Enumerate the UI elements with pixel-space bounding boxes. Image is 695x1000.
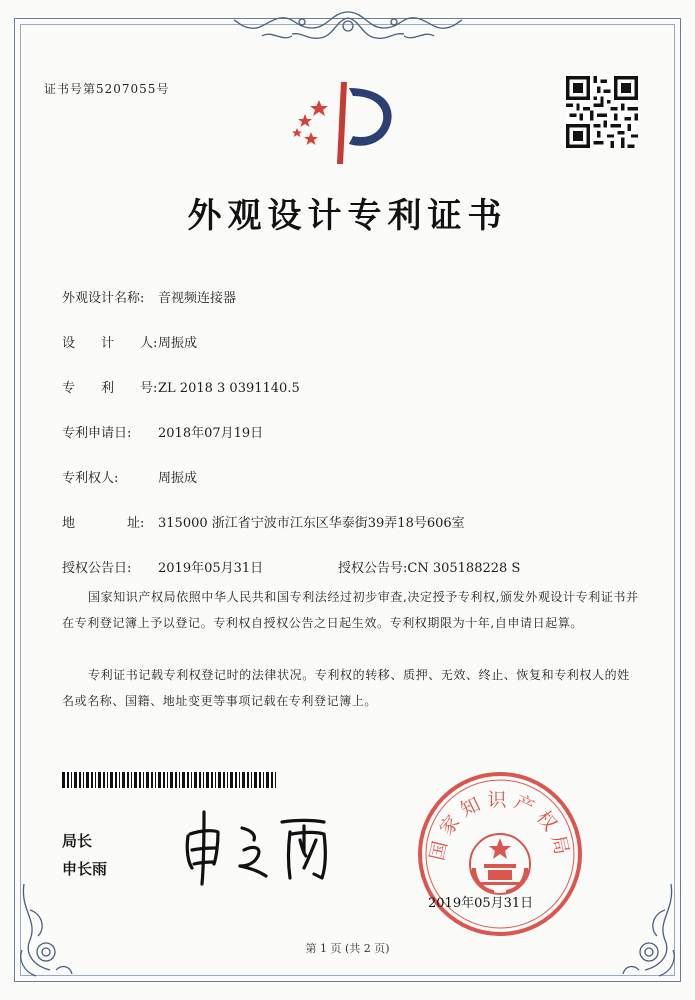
field-design-name <box>62 287 236 306</box>
field-patent-number <box>62 377 300 396</box>
field-label: 专 利 号: <box>62 381 158 396</box>
field-value: 周振成 <box>158 336 198 351</box>
bottom-left-ornament <box>16 880 76 980</box>
field-application-date <box>62 422 263 441</box>
field-label: 外观设计名称: <box>62 291 145 306</box>
seal-text: 国家知识产权局 <box>426 789 574 863</box>
seal-date: 2019年05月31日 <box>428 896 534 911</box>
bottom-right-ornament <box>619 880 679 980</box>
field-label: 专利权人: <box>62 471 119 486</box>
qr-code <box>566 76 638 148</box>
director-signature <box>178 806 348 886</box>
field-address <box>62 512 465 531</box>
field-value: 315000 浙江省宁波市江东区华泰街39弄18号606室 <box>158 516 465 531</box>
certificate-title: 外观设计专利证书 <box>187 196 508 236</box>
field-value: 周振成 <box>158 471 198 486</box>
field-value: 2018年07月19日 <box>158 426 264 441</box>
field-label: 设 计 人: <box>62 336 158 351</box>
grant-date-value: 2019年05月31日 <box>158 561 264 576</box>
director-name: 申长雨 <box>62 860 108 878</box>
grant-date-label: 授权公告日: <box>62 561 132 576</box>
certificate-number: 证书号第5207055号 <box>44 82 170 96</box>
official-seal <box>414 768 586 940</box>
director-title: 局长 <box>62 832 93 850</box>
field-patentee <box>62 467 197 486</box>
field-value: 音视频连接器 <box>158 291 237 306</box>
field-designer <box>62 332 197 351</box>
body-paragraph: 国家知识产权局依照中华人民共和国专利法经过初步审查,决定授予专利权,颁发外观设计专利证书并在专利登记簿上予以登记。专利权自授权公告之日起生效。专利权期限为十年,自申请日起算。 <box>62 590 639 630</box>
field-value: ZL 2018 3 0391140.5 <box>158 381 300 396</box>
grant-number-label: 授权公告号: <box>338 561 408 576</box>
field-label: 地 址: <box>62 516 145 531</box>
page-indicator: 第 1 页 (共 2 页) <box>305 942 390 955</box>
patent-office-logo <box>283 80 403 168</box>
grant-number-value: CN 305188228 S <box>407 561 521 576</box>
field-grant <box>62 557 520 576</box>
field-label: 专利申请日: <box>62 426 132 441</box>
top-ornament <box>232 8 464 46</box>
body-paragraph: 专利证书记载专利权登记时的法律状况。专利权的转移、质押、无效、终止、恢复和专利权人的姓名或名称、国籍、地址变更等事项记载在专利登记簿上。 <box>62 668 630 708</box>
barcode <box>62 772 278 788</box>
